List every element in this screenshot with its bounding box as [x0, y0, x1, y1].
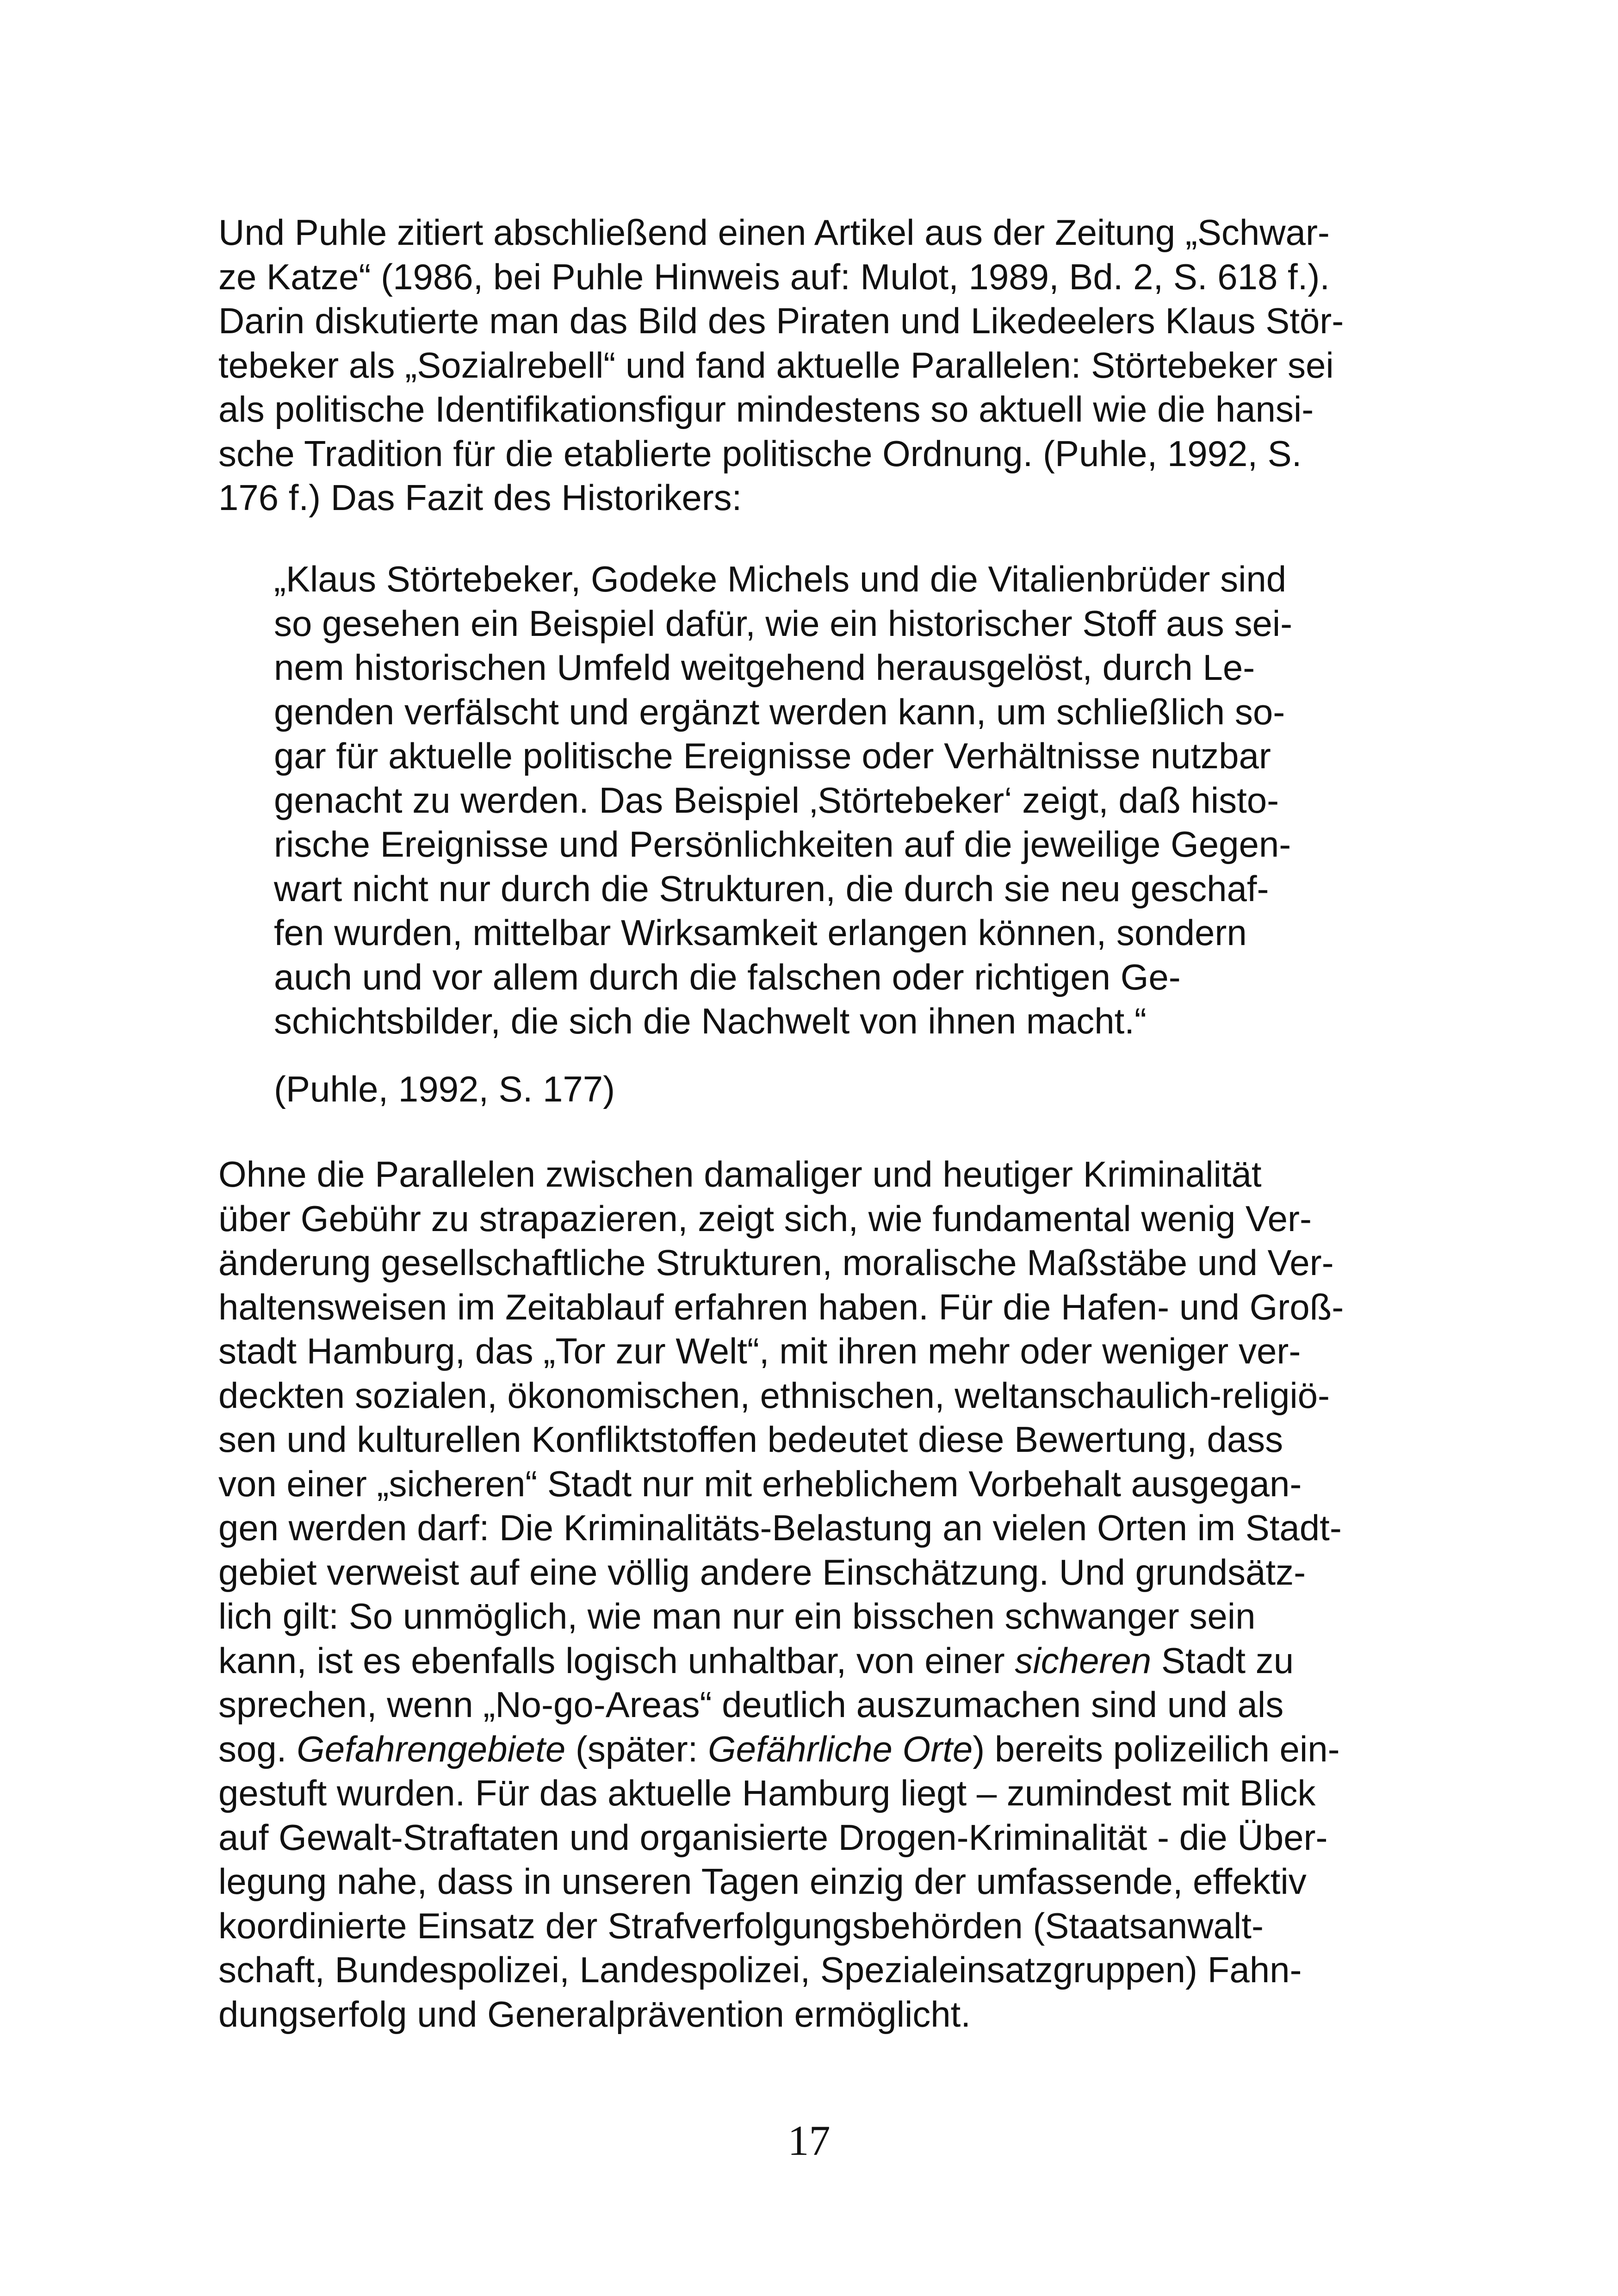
paragraph-analysis-text-2: Stadt zu sprechen, wenn „No-go-Areas“ deutlich auszumachen sind und als sog. — [218, 1640, 1294, 1769]
paragraph-analysis — [218, 1152, 1403, 2036]
paragraph-analysis-text-3: (später: — [565, 1728, 708, 1769]
quote-citation: (Puhle, 1992, S. 177) — [274, 1069, 615, 1109]
paragraph-analysis-text-4: ) bereits polizeilich ein- gestuft wurden. Für das aktuelle Hamburg liegt – zumindest mit Blick auf Gewalt-Straftaten und organisierte Drogen-Kriminalität - die Über- legung nahe, dass in unseren Tagen einzig der umfassende, effektiv koordinierte Einsatz der Strafverfolgungsbehörden (Staatsanwalt- schaft, Bundespolizei, Landespolizei, Spezialeinsatzgruppen) Fahn- dungserfolg und Generalprävention ermöglicht. — [218, 1728, 1340, 2035]
emphasis-gefaehrliche-orte: Gefährliche Orte — [708, 1728, 973, 1769]
emphasis-gefahrengebiete: Gefahrengebiete — [297, 1728, 566, 1769]
emphasis-sicheren: sicheren — [1015, 1640, 1152, 1681]
paragraph-analysis-text-1: Ohne die Parallelen zwischen damaliger und heutiger Kriminalität über Gebühr zu strapazieren, zeigt sich, wie fundamental wenig Ver- änderung gesellschaftliche Strukturen, moralische Maßstäbe und Ver- haltensweisen im Zeitablauf erfahren haben. Für die Hafen- und Groß- stadt Hamburg, das „Tor zur Welt“, mit ihren mehr oder weniger ver- deckten sozialen, ökonomischen, ethnischen, weltanschaulich-religiö- sen und kulturellen Konfliktstoffen bedeutet diese Bewertung, dass von einer „sicheren“ Stadt nur mit erheblichem Vorbehalt ausgegan- gen werden darf: Die Kriminalitäts-Belastung an vielen Orten im Stadt- gebiet verweist auf eine völlig andere Einschätzung. Und grundsätz- lich gilt: So unmöglich, wie man nur ein bisschen schwanger sein kann, ist es ebenfalls logisch unhaltbar, von einer — [218, 1154, 1344, 1681]
block-quote: „Klaus Störtebeker, Godeke Michels und die Vitalienbrüder sind so gesehen ein Beispiel dafür, wie ein historischer Stoff aus sei- nem historischen Umfeld weitgehend herausgelöst, durch Le- genden verfälscht und ergänzt werden kann, um schließlich so- gar für aktuelle politische Ereignisse oder Verhältnisse nutzbar genacht zu werden. Das Beispiel ‚Störtebeker‘ zeigt, daß histo- rische Ereignisse und Persönlichkeiten auf die jeweilige Gegen- wart nicht nur durch die Strukturen, die durch sie neu geschaf- fen wurden, mittelbar Wirksamkeit erlangen können, sondern auch und vor allem durch die falschen oder richtigen Ge- schichtsbilder, die sich die Nachwelt von ihnen macht.“ — [274, 559, 1293, 1041]
page-number: 17 — [787, 2117, 831, 2164]
paragraph-intro: Und Puhle zitiert abschließend einen Artikel aus der Zeitung „Schwar- ze Katze“ (1986, bei Puhle Hinweis auf: Mulot, 1989, Bd. 2, S. 618 f.). Darin diskutierte man das Bild des Piraten und Likedeelers Klaus Stör- tebeker als „Sozialrebell“ und fand aktuelle Parallelen: Störtebeker sei als politische Identifikationsfigur mindestens so aktuell wie die hansi- sche Tradition für die etablierte politische Ordnung. (Puhle, 1992, S. 176 f.) Das Fazit des Historikers: — [218, 212, 1344, 518]
